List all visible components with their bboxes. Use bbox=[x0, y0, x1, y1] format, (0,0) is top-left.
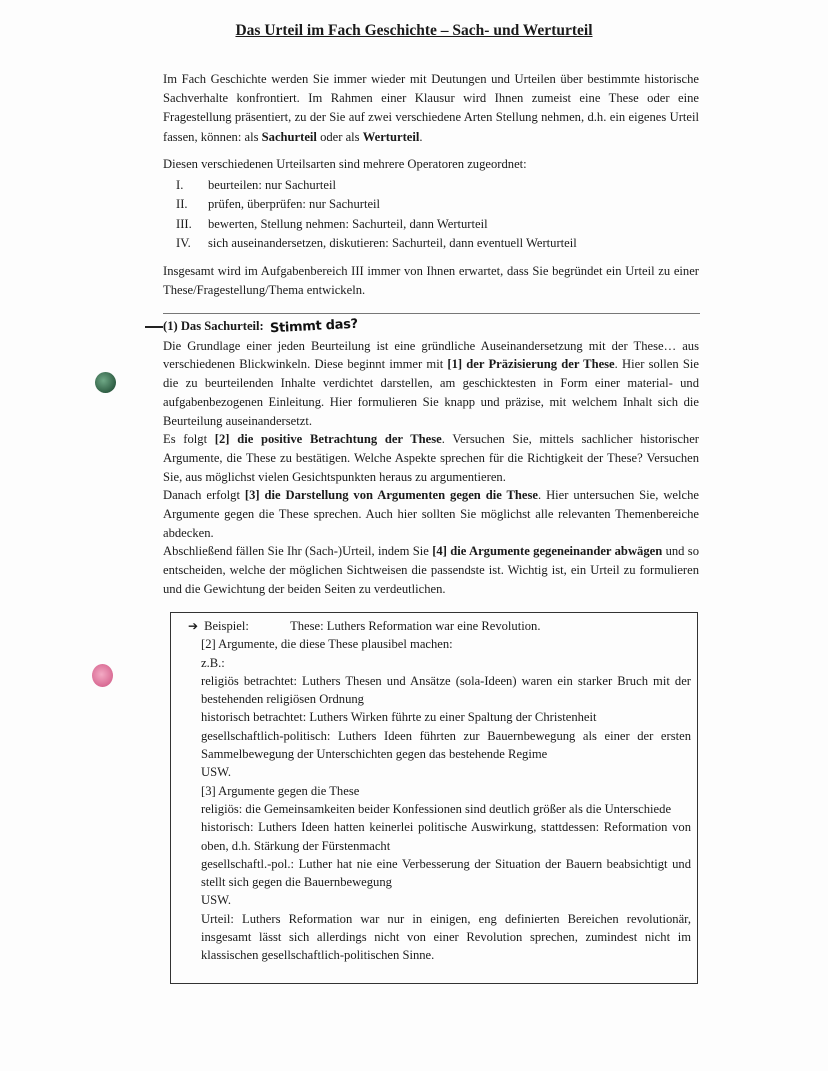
step-marker: [1] bbox=[447, 357, 463, 372]
usw-marker: USW. bbox=[201, 893, 231, 908]
sachurteil-paragraph-1 bbox=[163, 337, 699, 431]
term-werturteil: Werturteil bbox=[362, 129, 420, 144]
body-text: Danach erfolgt bbox=[163, 488, 245, 503]
operator-text: bewerten, Stellung nehmen: Sachurteil, dann Werturteil bbox=[208, 216, 488, 231]
operator-list bbox=[163, 176, 699, 254]
intro-text: oder als bbox=[316, 129, 363, 144]
handwritten-note: Stimmt das? bbox=[269, 316, 358, 337]
intro-paragraph-3: Insgesamt wird im Aufgabenbereich III immer von Ihnen erwartet, dass Sie begründet ein Urteil zu einer These/Fragestellung/Thema entwickeln. bbox=[163, 263, 699, 297]
pro-argument: gesellschaftlich-politisch: Luthers Ideen führten zur Bauernbewegung als einer der ersten Sammelbewegung der Unterschichten gegen das bestehende Regime bbox=[201, 728, 691, 762]
intro-paragraph-1 bbox=[163, 70, 699, 147]
example-thesis: These: Luthers Reformation war eine Revolution. bbox=[290, 619, 541, 633]
page-title: Das Urteil im Fach Geschichte – Sach- und Werturteil bbox=[235, 22, 593, 39]
sachurteil-section bbox=[163, 317, 699, 599]
example-zb: z.B.: bbox=[201, 655, 225, 670]
sachurteil-paragraph-4 bbox=[163, 542, 699, 598]
body-text: . Hier sollen Sie die zu beurteilenden Inhalte verdichtet darstellen, am geschicktesten in Form einer material- und aufgabenbezogenen Einleitung. Hier formulieren Sie knapp und präzise, mit welchem Inhalt sich die Beurteilung auseinandersetzt. bbox=[163, 357, 699, 428]
body-text: und so entscheiden, welche der möglichen Sichtweisen die passendste ist. Wichtig ist, ein Urteil zu formulieren und die Gewichtung der beiden Seiten zu verdeutlichen. bbox=[163, 544, 699, 596]
operator-item bbox=[163, 195, 699, 214]
pro-argument: religiös betrachtet: Luthers Thesen und Ansätze (sola-Ideen) waren ein starker Bruch mit der bestehenden religiösen Ordnung bbox=[201, 673, 691, 707]
con-argument: religiös: die Gemeinsamkeiten beider Konfessionen sind deutlich größer als die Unterschiede bbox=[201, 801, 672, 816]
con-argument: gesellschaftl.-pol.: Luther hat nie eine Verbesserung der Situation der Bauern beabsichtigt und stellt sich gegen die Bauernbewegung bbox=[201, 856, 691, 890]
example-content bbox=[188, 617, 691, 965]
green-sticker-icon bbox=[95, 372, 116, 393]
example-header bbox=[188, 617, 691, 635]
section-heading bbox=[163, 317, 699, 337]
body-text: . Versuchen Sie, mittels sachlicher historischer Argumente, die These zu bestätigen. Welche Aspekte sprechen für die Richtigkeit der These? Versuchen Sie, aus möglichst vielen Gesichtspunkten heraus zu argumentieren. bbox=[163, 432, 699, 484]
intro-section bbox=[163, 70, 699, 300]
step-marker: [4] bbox=[432, 544, 447, 559]
step-marker: [3] bbox=[244, 488, 260, 503]
operator-text: prüfen, überprüfen: nur Sachurteil bbox=[208, 197, 381, 212]
operator-text: sich auseinandersetzen, diskutieren: Sachurteil, dann eventuell Werturteil bbox=[208, 236, 577, 251]
pink-sticker-icon bbox=[92, 664, 113, 687]
section-heading-text: (1) Das Sachurteil: bbox=[163, 319, 264, 333]
operator-number: II. bbox=[176, 197, 188, 212]
arrow-right-icon: ➔ bbox=[188, 619, 199, 633]
step-title: die Argumente gegeneinander abwägen bbox=[446, 544, 663, 559]
section-divider bbox=[163, 313, 700, 314]
step-title: die positive Betrachtung der These bbox=[229, 432, 442, 447]
intro-paragraph-2: Diesen verschiedenen Urteilsarten sind mehrere Operatoren zugeordnet: bbox=[163, 156, 527, 171]
step-title: die Darstellung von Argumenten gegen die These bbox=[259, 488, 539, 503]
intro-text: . bbox=[419, 129, 423, 144]
body-text: Es folgt bbox=[163, 432, 215, 447]
operator-number: I. bbox=[176, 178, 184, 193]
con-heading: [3] Argumente gegen die These bbox=[201, 783, 360, 798]
operator-item bbox=[163, 215, 699, 234]
operator-text: beurteilen: nur Sachurteil bbox=[208, 178, 336, 193]
term-sachurteil: Sachurteil bbox=[261, 129, 317, 144]
con-argument: historisch: Luthers Ideen hatten keinerlei politische Auswirkung, stattdessen: Reformation von oben, d.h. Stärkung der Fürstenmacht bbox=[201, 820, 691, 853]
operator-item bbox=[163, 176, 699, 195]
operator-item bbox=[163, 234, 699, 253]
sachurteil-paragraph-3 bbox=[163, 486, 699, 542]
intro-text: Im Fach Geschichte werden Sie immer wieder mit Deutungen und Urteilen über bestimmte historische Sachverhalte konfrontiert. Im Rahmen einer Klausur wird Ihnen zumeist eine These oder eine Fragestellung präsentiert, zu der Sie auf zwei verschiedene Arten Stellung nehmen, d.h. ein eigenes Urteil fassen, können: als bbox=[163, 72, 699, 144]
step-title: der Präzisierung der These bbox=[462, 357, 615, 372]
body-text: Die Grundlage einer jeden Beurteilung ist eine gründliche Auseinandersetzung mit der These… aus verschiedenen Blickwinkeln. Diese beginnt immer mit bbox=[163, 338, 699, 372]
sachurteil-paragraph-2 bbox=[163, 430, 699, 486]
pro-heading: [2] Argumente, die diese These plausibel machen: bbox=[201, 637, 453, 652]
example-verdict: Urteil: Luthers Reformation war nur in einigen, eng definierten Bereichen revolutionär, insgesamt lässt sich allerdings nicht von einer Revolution sprechen, zumindest nicht im klassischen gesellschaftlich-politischen Sinne. bbox=[201, 911, 691, 963]
pro-argument: historisch betrachtet: Luthers Wirken führte zu einer Spaltung der Christenheit bbox=[201, 710, 597, 725]
body-text: . Hier untersuchen Sie, welche Argumente gegen die These sprechen. Auch hier sollten Sie möglichst alle relevanten Themenbereiche abdecken. bbox=[163, 488, 699, 540]
example-label: Beispiel: bbox=[204, 619, 249, 633]
body-text: Abschließend fällen Sie Ihr (Sach-)Urteil, indem Sie bbox=[163, 544, 433, 559]
handwritten-dash bbox=[145, 326, 163, 328]
usw-marker: USW. bbox=[201, 765, 231, 780]
operator-number: IV. bbox=[176, 236, 191, 251]
operator-number: III. bbox=[176, 216, 192, 231]
step-marker: [2] bbox=[214, 432, 230, 447]
example-box bbox=[170, 612, 698, 984]
